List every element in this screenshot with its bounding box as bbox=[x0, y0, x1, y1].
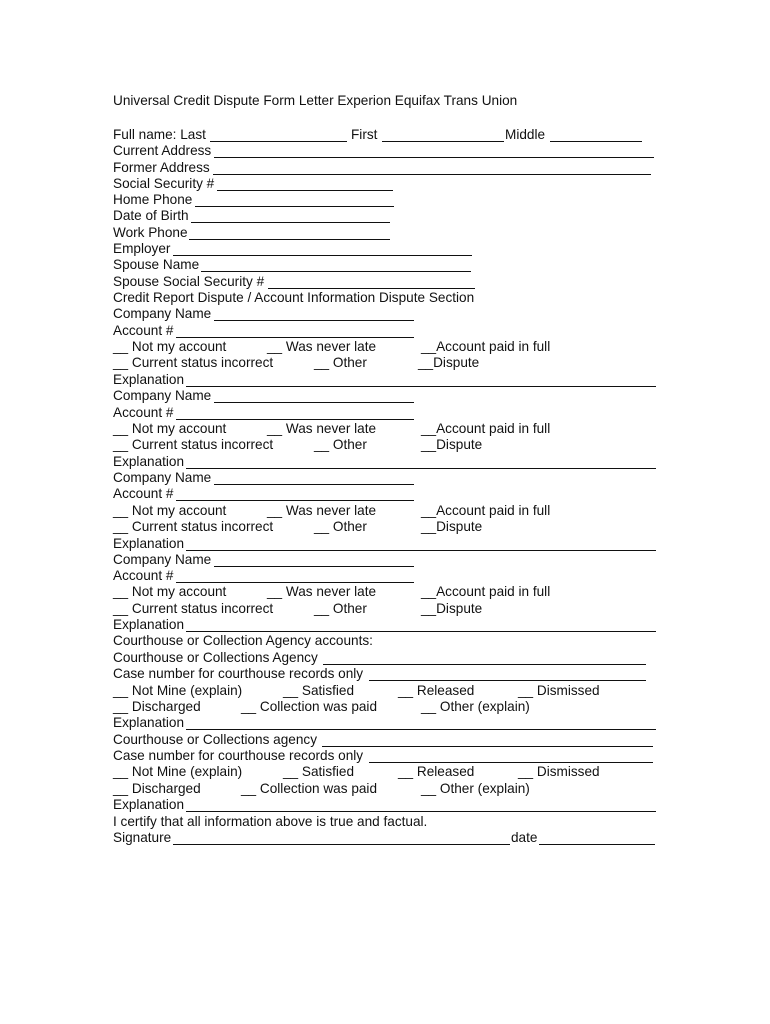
spouse-name-label: Spouse Name bbox=[113, 257, 200, 272]
option-dismissed[interactable]: __ Dismissed bbox=[518, 683, 600, 698]
courthouse-explanation-label: Explanation bbox=[113, 715, 185, 730]
option-other[interactable]: __ Other bbox=[314, 519, 367, 534]
home-phone-field[interactable] bbox=[195, 206, 394, 207]
courthouse-heading: Courthouse or Collection Agency accounts: bbox=[113, 633, 373, 648]
company-name-field[interactable] bbox=[214, 566, 414, 567]
courthouse-agency-label: Courthouse or Collections Agency bbox=[113, 650, 318, 665]
last-name-field[interactable] bbox=[210, 141, 347, 142]
courthouse-agency-field[interactable] bbox=[323, 664, 646, 665]
signature-label: Signature bbox=[113, 830, 172, 845]
explanation-label: Explanation bbox=[113, 454, 185, 469]
option-was-never-late[interactable]: __ Was never late bbox=[267, 339, 377, 354]
spouse-ssn-label: Spouse Social Security # bbox=[113, 274, 265, 289]
employer-label: Employer bbox=[113, 241, 171, 256]
explanation-label: Explanation bbox=[113, 536, 185, 551]
option-not-mine[interactable]: __ Not Mine (explain) bbox=[113, 683, 243, 698]
explanation-label: Explanation bbox=[113, 617, 185, 632]
form-title: Universal Credit Dispute Form Letter Experion Equifax Trans Union bbox=[113, 93, 518, 108]
former-address-label: Former Address bbox=[113, 160, 210, 175]
option-not-my-account[interactable]: __ Not my account bbox=[113, 339, 227, 354]
company-name-label: Company Name bbox=[113, 470, 212, 485]
option-not-mine[interactable]: __ Not Mine (explain) bbox=[113, 764, 243, 779]
explanation-field[interactable] bbox=[186, 631, 656, 632]
option-current-status-incorrect[interactable]: __ Current status incorrect bbox=[113, 437, 274, 452]
date-label: date bbox=[511, 830, 538, 845]
explanation-label: Explanation bbox=[113, 372, 185, 387]
courthouse-agency-label: Courthouse or Collections agency bbox=[113, 732, 318, 747]
option-was-never-late[interactable]: __ Was never late bbox=[267, 584, 377, 599]
option-collection-was-paid[interactable]: __ Collection was paid bbox=[241, 699, 378, 714]
work-phone-label: Work Phone bbox=[113, 225, 188, 240]
option-current-status-incorrect[interactable]: __ Current status incorrect bbox=[113, 601, 274, 616]
ssn-label: Social Security # bbox=[113, 176, 215, 191]
explanation-field[interactable] bbox=[186, 550, 656, 551]
option-account-paid-in-full[interactable]: __Account paid in full bbox=[421, 503, 551, 518]
explanation-field[interactable] bbox=[186, 386, 656, 387]
option-not-my-account[interactable]: __ Not my account bbox=[113, 584, 227, 599]
option-satisfied[interactable]: __ Satisfied bbox=[283, 683, 355, 698]
date-field[interactable] bbox=[539, 844, 655, 845]
company-name-field[interactable] bbox=[214, 402, 414, 403]
spouse-ssn-field[interactable] bbox=[268, 288, 475, 289]
option-released[interactable]: __ Released bbox=[398, 764, 475, 779]
courthouse-agency-field[interactable] bbox=[322, 746, 653, 747]
option-collection-was-paid[interactable]: __ Collection was paid bbox=[241, 781, 378, 796]
spouse-name-field[interactable] bbox=[201, 271, 471, 272]
ssn-field[interactable] bbox=[217, 190, 393, 191]
option-account-paid-in-full[interactable]: __Account paid in full bbox=[421, 584, 551, 599]
dob-field[interactable] bbox=[191, 222, 390, 223]
dispute-section-heading: Credit Report Dispute / Account Information Dispute Section bbox=[113, 290, 475, 305]
company-name-field[interactable] bbox=[214, 484, 414, 485]
middle-name-label: Middle bbox=[505, 127, 546, 142]
option-other[interactable]: __ Other bbox=[314, 437, 367, 452]
current-address-field[interactable] bbox=[214, 157, 654, 158]
home-phone-label: Home Phone bbox=[113, 192, 193, 207]
account-number-field[interactable] bbox=[176, 337, 414, 338]
option-was-never-late[interactable]: __ Was never late bbox=[267, 503, 377, 518]
account-number-label: Account # bbox=[113, 323, 174, 338]
company-name-label: Company Name bbox=[113, 306, 212, 321]
company-name-label: Company Name bbox=[113, 388, 212, 403]
option-other-explain[interactable]: __ Other (explain) bbox=[421, 781, 530, 796]
account-number-field[interactable] bbox=[176, 419, 414, 420]
case-number-label: Case number for courthouse records only bbox=[113, 666, 364, 681]
first-name-field[interactable] bbox=[382, 141, 504, 142]
option-current-status-incorrect[interactable]: __ Current status incorrect bbox=[113, 355, 274, 370]
option-not-my-account[interactable]: __ Not my account bbox=[113, 421, 227, 436]
option-other[interactable]: __ Other bbox=[314, 601, 367, 616]
case-number-label: Case number for courthouse records only bbox=[113, 748, 364, 763]
case-number-field[interactable] bbox=[369, 762, 653, 763]
certification-statement: I certify that all information above is true and factual. bbox=[113, 814, 428, 829]
account-number-label: Account # bbox=[113, 405, 174, 420]
account-number-field[interactable] bbox=[176, 500, 414, 501]
option-not-my-account[interactable]: __ Not my account bbox=[113, 503, 227, 518]
signature-field[interactable] bbox=[173, 844, 510, 845]
option-dispute[interactable]: __Dispute bbox=[418, 355, 480, 370]
middle-name-field[interactable] bbox=[550, 141, 642, 142]
courthouse-explanation-field[interactable] bbox=[186, 811, 656, 812]
former-address-field[interactable] bbox=[213, 174, 651, 175]
explanation-field[interactable] bbox=[186, 468, 656, 469]
option-was-never-late[interactable]: __ Was never late bbox=[267, 421, 377, 436]
option-other-explain[interactable]: __ Other (explain) bbox=[421, 699, 530, 714]
option-current-status-incorrect[interactable]: __ Current status incorrect bbox=[113, 519, 274, 534]
option-other[interactable]: __ Other bbox=[314, 355, 367, 370]
option-released[interactable]: __ Released bbox=[398, 683, 475, 698]
option-discharged[interactable]: __ Discharged bbox=[113, 699, 201, 714]
option-account-paid-in-full[interactable]: __Account paid in full bbox=[421, 339, 551, 354]
option-dispute[interactable]: __Dispute bbox=[421, 519, 483, 534]
option-account-paid-in-full[interactable]: __Account paid in full bbox=[421, 421, 551, 436]
company-name-field[interactable] bbox=[214, 320, 414, 321]
option-dismissed[interactable]: __ Dismissed bbox=[518, 764, 600, 779]
account-number-label: Account # bbox=[113, 486, 174, 501]
courthouse-explanation-field[interactable] bbox=[186, 729, 656, 730]
company-name-label: Company Name bbox=[113, 552, 212, 567]
account-number-field[interactable] bbox=[176, 582, 414, 583]
employer-field[interactable] bbox=[173, 255, 472, 256]
courthouse-explanation-label: Explanation bbox=[113, 797, 185, 812]
option-dispute[interactable]: __Dispute bbox=[421, 437, 483, 452]
option-discharged[interactable]: __ Discharged bbox=[113, 781, 201, 796]
work-phone-field[interactable] bbox=[189, 239, 390, 240]
option-dispute[interactable]: __Dispute bbox=[421, 601, 483, 616]
full-name-label: Full name: Last bbox=[113, 127, 206, 142]
account-number-label: Account # bbox=[113, 568, 174, 583]
case-number-field[interactable] bbox=[369, 680, 646, 681]
current-address-label: Current Address bbox=[113, 143, 212, 158]
first-name-label: First bbox=[351, 127, 378, 142]
dob-label: Date of Birth bbox=[113, 208, 189, 223]
option-satisfied[interactable]: __ Satisfied bbox=[283, 764, 355, 779]
